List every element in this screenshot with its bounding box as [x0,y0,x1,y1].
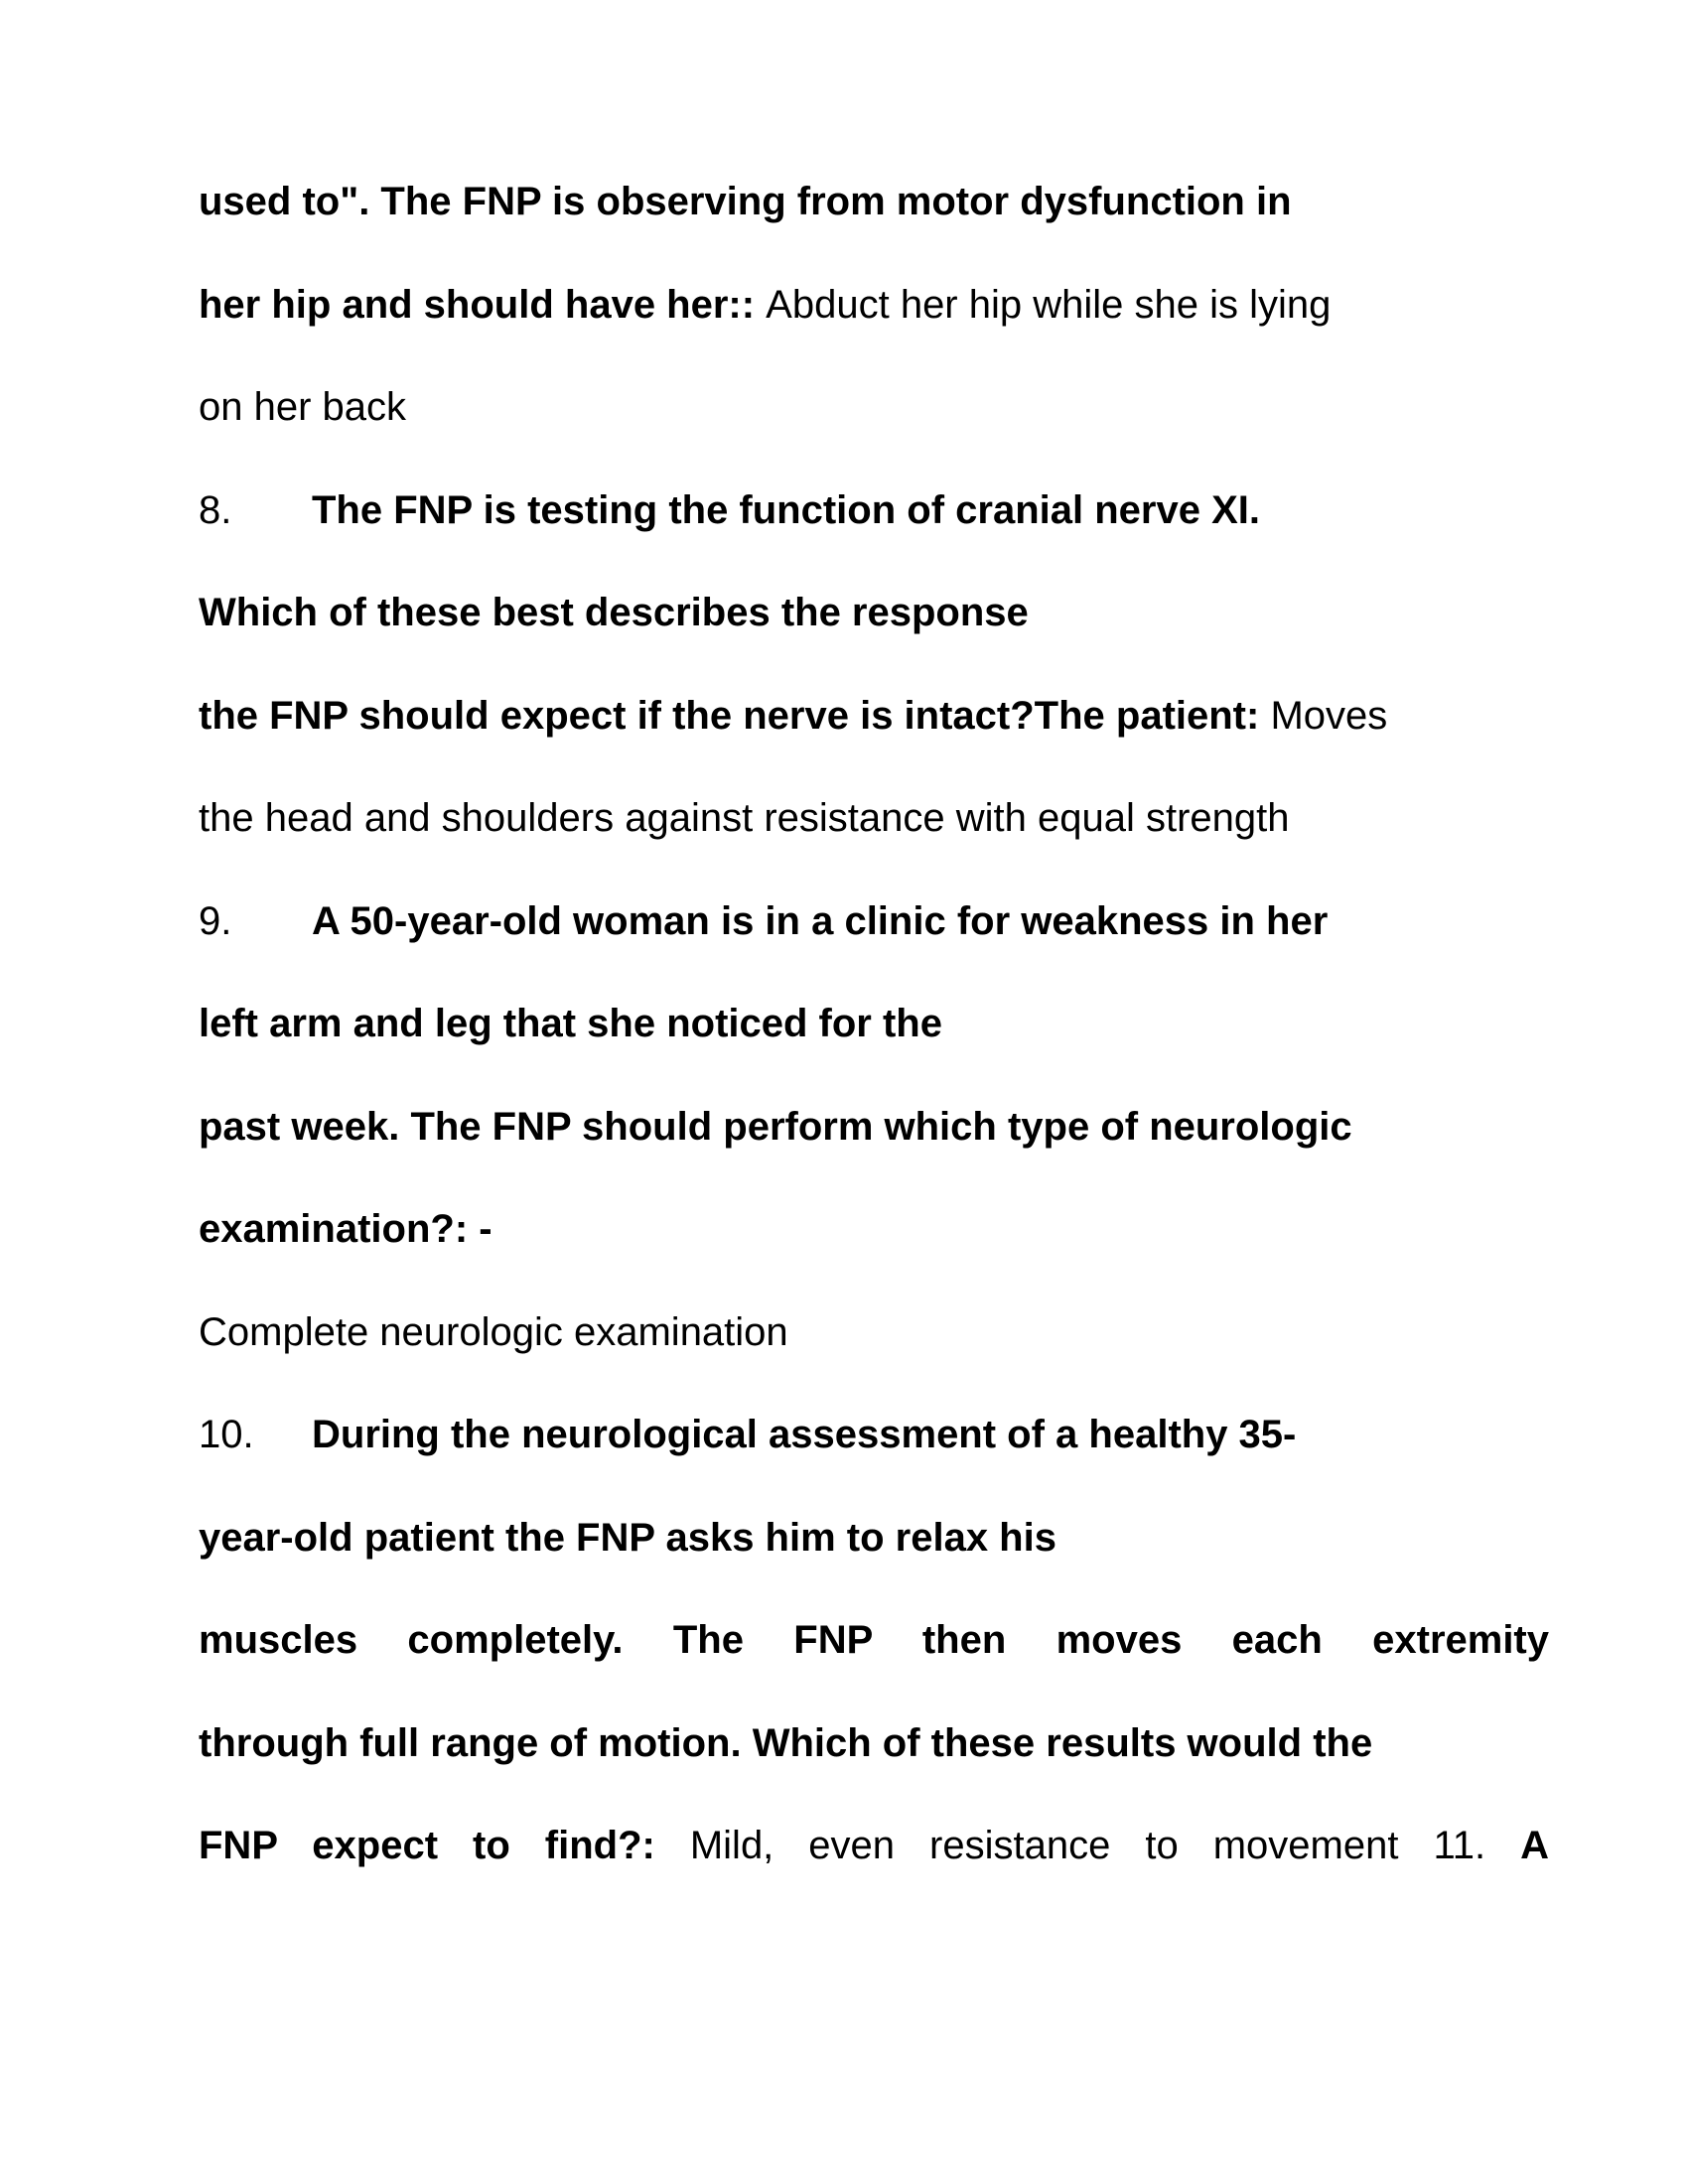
text-segment: left arm and leg that she noticed for the [199,1002,942,1045]
text-line [199,767,1549,871]
text-line [199,1487,1549,1590]
text-segment: A 50-year-old woman is in a clinic for weakness in her [312,898,1329,943]
text-segment: examination?: - [199,1207,492,1251]
text-segment: Moves [1270,693,1388,738]
text-line [199,1795,1549,1898]
text-segment: The FNP is testing the function of cranial nerve XI. [312,487,1260,532]
text-segment: FNP expect to find?: [199,1824,690,1867]
text-line [199,151,1549,254]
text-line [199,562,1549,665]
text-line [199,1693,1549,1796]
text-line [199,1282,1549,1385]
text-segment: past week. The FNP should perform which type of neurologic [199,1104,1352,1149]
text-line [199,1589,1549,1693]
text-segment: the FNP should expect if the nerve is intact?The patient: [199,693,1271,738]
text-segment: the head and shoulders against resistance with equal strength [199,796,1290,840]
question-number: 8. [199,487,232,532]
text-line [199,973,1549,1076]
text-segment: A [1520,1824,1549,1867]
text-line [199,356,1549,460]
question-number: 10. [199,1413,254,1456]
text-line [199,871,1549,974]
text-segment: her hip and should have her:: [199,282,767,327]
text-segment: on her back [199,385,407,429]
text-segment: During the neurological assessment of a healthy 35- [312,1413,1297,1456]
document-text-block [199,151,1549,1898]
text-line [199,1384,1549,1487]
text-line [199,254,1549,357]
text-segment: used to". The FNP is observing from motor dysfunction in [199,180,1292,223]
text-segment: year-old patient the FNP asks him to relax his [199,1515,1056,1560]
text-segment: Abduct her hip while she is lying [766,282,1332,327]
text-segment: muscles completely. The FNP then moves each extremity [199,1618,1549,1662]
text-segment: Mild, even resistance to movement 11. [689,1824,1521,1867]
text-segment: through full range of motion. Which of these results would the [199,1720,1373,1765]
text-segment: Complete neurologic examination [199,1309,788,1354]
text-segment: Which of these best describes the response [199,591,1029,634]
text-line [199,665,1549,768]
text-line [199,460,1549,563]
text-line [199,1076,1549,1179]
question-number: 9. [199,898,232,943]
text-line [199,1178,1549,1282]
